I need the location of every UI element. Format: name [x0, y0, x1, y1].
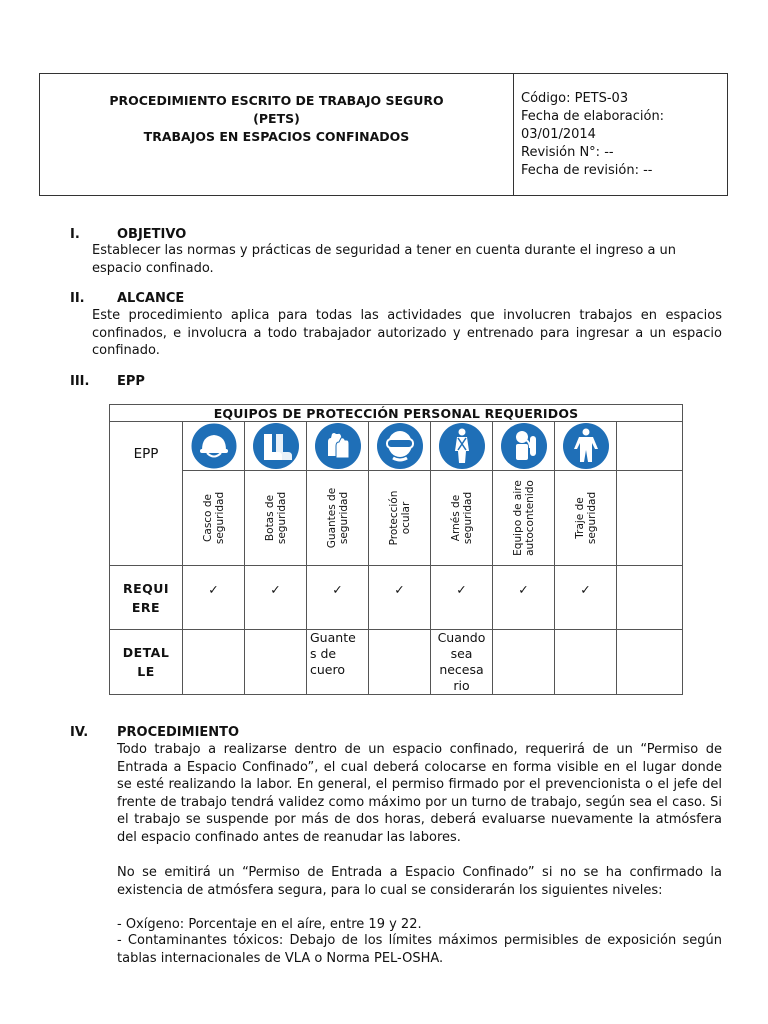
check-botas: ✓ — [245, 566, 307, 630]
epp-icon-cell-breathing — [493, 422, 555, 471]
fecha-elaboracion-label: Fecha de elaboración: — [521, 109, 665, 124]
section-number-epp: III. — [70, 374, 90, 389]
section-title-procedimiento: PROCEDIMIENTO — [117, 725, 240, 740]
epp-icon-cell-helmet — [183, 422, 245, 471]
epp-icon-cell-goggles — [369, 422, 431, 471]
detalle-casco — [183, 630, 245, 695]
detalle-guantes: Guante s de cuero — [307, 630, 369, 695]
protective-suit-icon — [562, 422, 610, 470]
epp-icon-cell-suit — [555, 422, 617, 471]
epp-label-guantes: Guantes de seguridad — [307, 471, 369, 566]
header-title-block — [40, 74, 514, 195]
epp-table-caption: EQUIPOS DE PROTECCIÓN PERSONAL REQUERIDOS — [110, 405, 683, 422]
section-number-objetivo: I. — [70, 227, 80, 242]
epp-icon-cell-empty — [617, 422, 683, 471]
detalle-empty — [617, 630, 683, 695]
check-proteccion-ocular: ✓ — [369, 566, 431, 630]
check-guantes: ✓ — [307, 566, 369, 630]
section-title-epp: EPP — [117, 374, 145, 389]
epp-icon-cell-gloves — [307, 422, 369, 471]
check-arnes: ✓ — [431, 566, 493, 630]
procedimiento-bullet-oxigeno: - Oxígeno: Porcentaje en el aíre, entre 19 y 22. — [117, 917, 422, 932]
fecha-elaboracion-value: 03/01/2014 — [521, 127, 596, 142]
row-label-requiere: REQUI ERE — [110, 566, 183, 630]
epp-icon-cell-harness — [431, 422, 493, 471]
epp-icon-cell-boots — [245, 422, 307, 471]
epp-table — [109, 404, 683, 695]
codigo: Código: PETS-03 — [521, 91, 629, 106]
goggles-icon — [376, 422, 424, 470]
harness-icon — [438, 422, 486, 470]
breathing-apparatus-icon — [500, 422, 548, 470]
alcance-text: Este procedimiento aplica para todas las actividades que involucren trabajos en espacios confinados, e involucra a todo trabajador autorizado y entrenado para ingresar a un espacio confinado. — [92, 308, 722, 358]
detalle-equipo-aire — [493, 630, 555, 695]
procedimiento-paragraph-2: No se emitirá un “Permiso de Entrada a Espacio Confinado” si no se ha confirmado la existencia de atmósfera segura, para lo cual se considerarán los siguientes niveles: — [117, 865, 722, 898]
objetivo-text: Establecer las normas y prácticas de seguridad a tener en cuenta durante el ingreso a un espacio confinado. — [92, 243, 677, 276]
epp-label-botas: Botas de seguridad — [245, 471, 307, 566]
section-title-objetivo: OBJETIVO — [117, 227, 187, 242]
boots-icon — [252, 422, 300, 470]
section-number-procedimiento: IV. — [70, 725, 89, 740]
procedimiento-paragraph-1: Todo trabajo a realizarse dentro de un espacio confinado, requerirá de un “Permiso de Entrada a Espacio Confinado”, el cual deberá colocarse en forma visible en el lugar donde se esté realizando la labor. En general, el permiso firmado por el prevencionista o el jefe del frente de trabajo tendrá validez como máximo por un turno de trabajo, según sea el caso. Si el trabajo se suspende por más de dos horas, deberá evaluarse nuevamente la atmósfera del espacio confinado antes de reanudar las labores. — [117, 742, 722, 845]
procedimiento-bullet-contaminantes: - Contaminantes tóxicos: Debajo de los límites máximos permisibles de exposición según tablas internacionales de VLA o Norma PEL-OSHA. — [117, 933, 722, 966]
check-equipo-aire: ✓ — [493, 566, 555, 630]
row-label-epp: EPP — [110, 422, 183, 566]
section-number-alcance: II. — [70, 291, 85, 306]
helmet-icon — [190, 422, 238, 470]
detalle-proteccion-ocular — [369, 630, 431, 695]
title-line-3: TRABAJOS EN ESPACIOS CONFINADOS — [143, 129, 410, 144]
title-line-2: (PETS) — [253, 111, 300, 126]
section-title-alcance: ALCANCE — [117, 291, 185, 306]
header-meta-block — [521, 90, 664, 180]
epp-label-empty — [617, 471, 683, 566]
check-casco: ✓ — [183, 566, 245, 630]
epp-label-proteccion-ocular: Protección ocular — [369, 471, 431, 566]
gloves-icon — [314, 422, 362, 470]
detalle-botas — [245, 630, 307, 695]
document-header — [39, 73, 728, 196]
revision: Revisión N°: -- — [521, 145, 614, 160]
epp-label-arnes: Arnés de seguridad — [431, 471, 493, 566]
row-label-detalle: DETAL LE — [110, 630, 183, 695]
detalle-arnes: Cuando sea necesa rio — [431, 630, 493, 695]
check-traje: ✓ — [555, 566, 617, 630]
epp-label-traje: Traje de seguridad — [555, 471, 617, 566]
check-empty — [617, 566, 683, 630]
fecha-revision: Fecha de revisión: -- — [521, 163, 653, 178]
epp-label-equipo-aire: Equipo de aire autocontenido — [493, 471, 555, 566]
epp-label-casco: Casco de seguridad — [183, 471, 245, 566]
detalle-traje — [555, 630, 617, 695]
title-line-1: PROCEDIMIENTO ESCRITO DE TRABAJO SEGURO — [109, 93, 444, 108]
